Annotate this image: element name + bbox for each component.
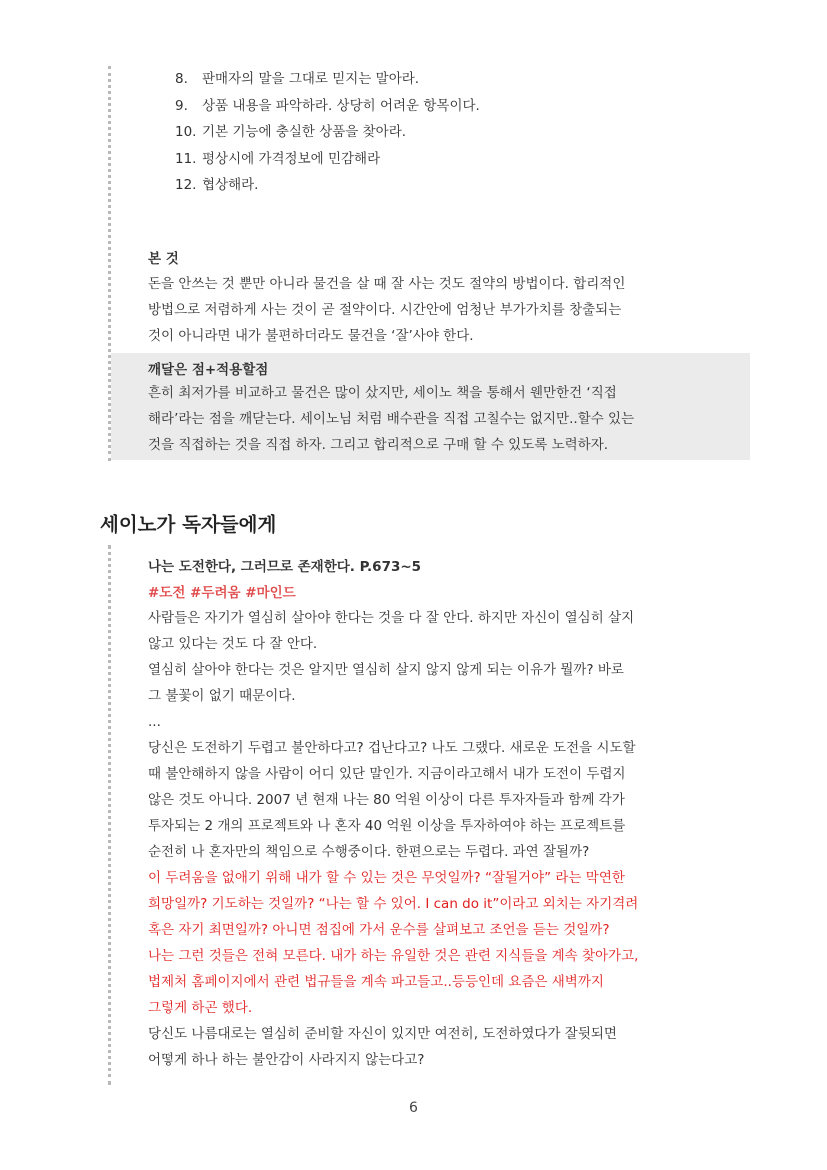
- text-line: 때 불안해하지 않을 사람이 어디 있단 말인가. 지금이라고해서 내가 도전이 두렵지: [148, 766, 626, 782]
- text-line: 투자되는 2 개의 프로젝트와 나 혼자 40 억원 이상을 투자하여야 하는 프로젝트를: [148, 818, 626, 834]
- text-line: 않은 것도 아니다. 2007 년 현재 나는 80 억원 이상이 다른 투자자들과 함께 각가: [148, 792, 625, 808]
- text-line: 당신도 나름대로는 열심히 준비할 자신이 있지만 여전히, 도전하였다가 잘뒷되면: [148, 1026, 617, 1042]
- list-item-number: 11.: [175, 150, 197, 167]
- list-item: [175, 66, 480, 93]
- list-item-text: 평상시에 가격정보에 민감해라: [202, 150, 381, 167]
- list-item: [175, 172, 480, 199]
- hashtags: #도전 #두려움 #마인드: [148, 585, 296, 601]
- list-item-number: 12.: [175, 177, 197, 194]
- section-title: 세이노가 독자들에게: [100, 513, 277, 536]
- text-line: 것이 아니라면 내가 불편하더라도 물건을 ‘잘’사야 한다.: [148, 328, 474, 344]
- seen-heading: 본 것: [148, 251, 179, 267]
- tips-list: [175, 66, 480, 199]
- list-item-text: 협상해라.: [202, 177, 259, 194]
- text-line: 열심히 살아야 한다는 것은 알지만 열심히 살지 않지 않게 되는 이유가 뭘까? 바로: [148, 662, 624, 678]
- seen-paragraph: [148, 271, 625, 349]
- text-line: 것을 직접하는 것을 직접 하자. 그리고 합리적으로 구매 할 수 있도록 노력하자.: [148, 437, 609, 453]
- list-item-text: 판매자의 말을 그대로 믿지는 말아라.: [202, 71, 420, 87]
- list-item-number: 8.: [175, 71, 188, 87]
- text-line: 어떻게 하나 하는 불안감이 사라지지 않는다고?: [148, 1052, 425, 1068]
- text-line: ...: [148, 714, 161, 730]
- list-item-text: 상품 내용을 파악하라. 상당히 어려운 항목이다.: [202, 97, 480, 114]
- list-item: [175, 93, 480, 120]
- text-line: 그 불꽃이 없기 때문이다.: [148, 688, 296, 704]
- list-item: [175, 146, 480, 173]
- realized-heading: 깨달은 점+적용할점: [148, 362, 269, 378]
- text-line: 방법으로 저렴하게 사는 것이 곧 절약이다. 시간안에 엄청난 부가가치를 창출되는: [148, 302, 622, 318]
- realized-paragraph: [148, 380, 634, 458]
- page-number: 6: [409, 1100, 418, 1116]
- text-line: 이 두려움을 없애기 위해 내가 할 수 있는 것은 무엇일까? “잘될거야” 라는 막연한: [148, 870, 625, 886]
- text-line: 희망일까? 기도하는 것일까? “나는 할 수 있어. I can do it”이라고 외치는 자기격려: [148, 896, 639, 912]
- text-line: 그렇게 하곤 했다.: [148, 1000, 253, 1016]
- list-item: [175, 119, 480, 146]
- list-item-number: 10.: [175, 124, 197, 141]
- text-line: 법제처 홈페이지에서 관련 법규들을 계속 파고들고..등등인데 요즘은 새벽까지: [148, 974, 604, 990]
- text-line: 않고 있다는 것도 다 잘 안다.: [148, 636, 318, 652]
- text-line: 돈을 안쓰는 것 뿐만 아니라 물건을 살 때 잘 사는 것도 절약의 방법이다. 합리적인: [148, 276, 626, 292]
- text-line: 당신은 도전하기 두렵고 불안하다고? 겁난다고? 나도 그랬다. 새로운 도전을 시도할: [148, 740, 636, 756]
- text-line: 나는 그런 것들은 전혀 모른다. 내가 하는 유일한 것은 관련 지식들을 계속 찾아가고,: [148, 948, 639, 964]
- text-line: 혹은 자기 최면일까? 아니면 점집에 가서 운수를 살펴보고 조언을 듣는 것일까?: [148, 922, 610, 938]
- text-line: 순전히 나 혼자만의 책임으로 수행중이다. 한편으로는 두렵다. 과연 잘될까?: [148, 844, 590, 860]
- list-item-number: 9.: [175, 97, 188, 114]
- quote-title: 나는 도전한다, 그러므로 존재한다. P.673~5: [148, 559, 422, 575]
- quote-body: [148, 605, 638, 1073]
- list-item-text: 기본 기능에 충실한 상품을 찾아라.: [202, 124, 407, 141]
- text-line: 사람들은 자기가 열심히 살아야 한다는 것을 다 잘 안다. 하지만 자신이 열심히 살지: [148, 610, 635, 626]
- text-line: 해라’라는 점을 깨닫는다. 세이노님 처럼 배수관을 직접 고칠수는 없지만..할수 있는: [148, 411, 635, 427]
- text-line: 흔히 최저가를 비교하고 물건은 많이 샀지만, 세이노 책을 통해서 웬만한건 ‘직접: [148, 385, 617, 401]
